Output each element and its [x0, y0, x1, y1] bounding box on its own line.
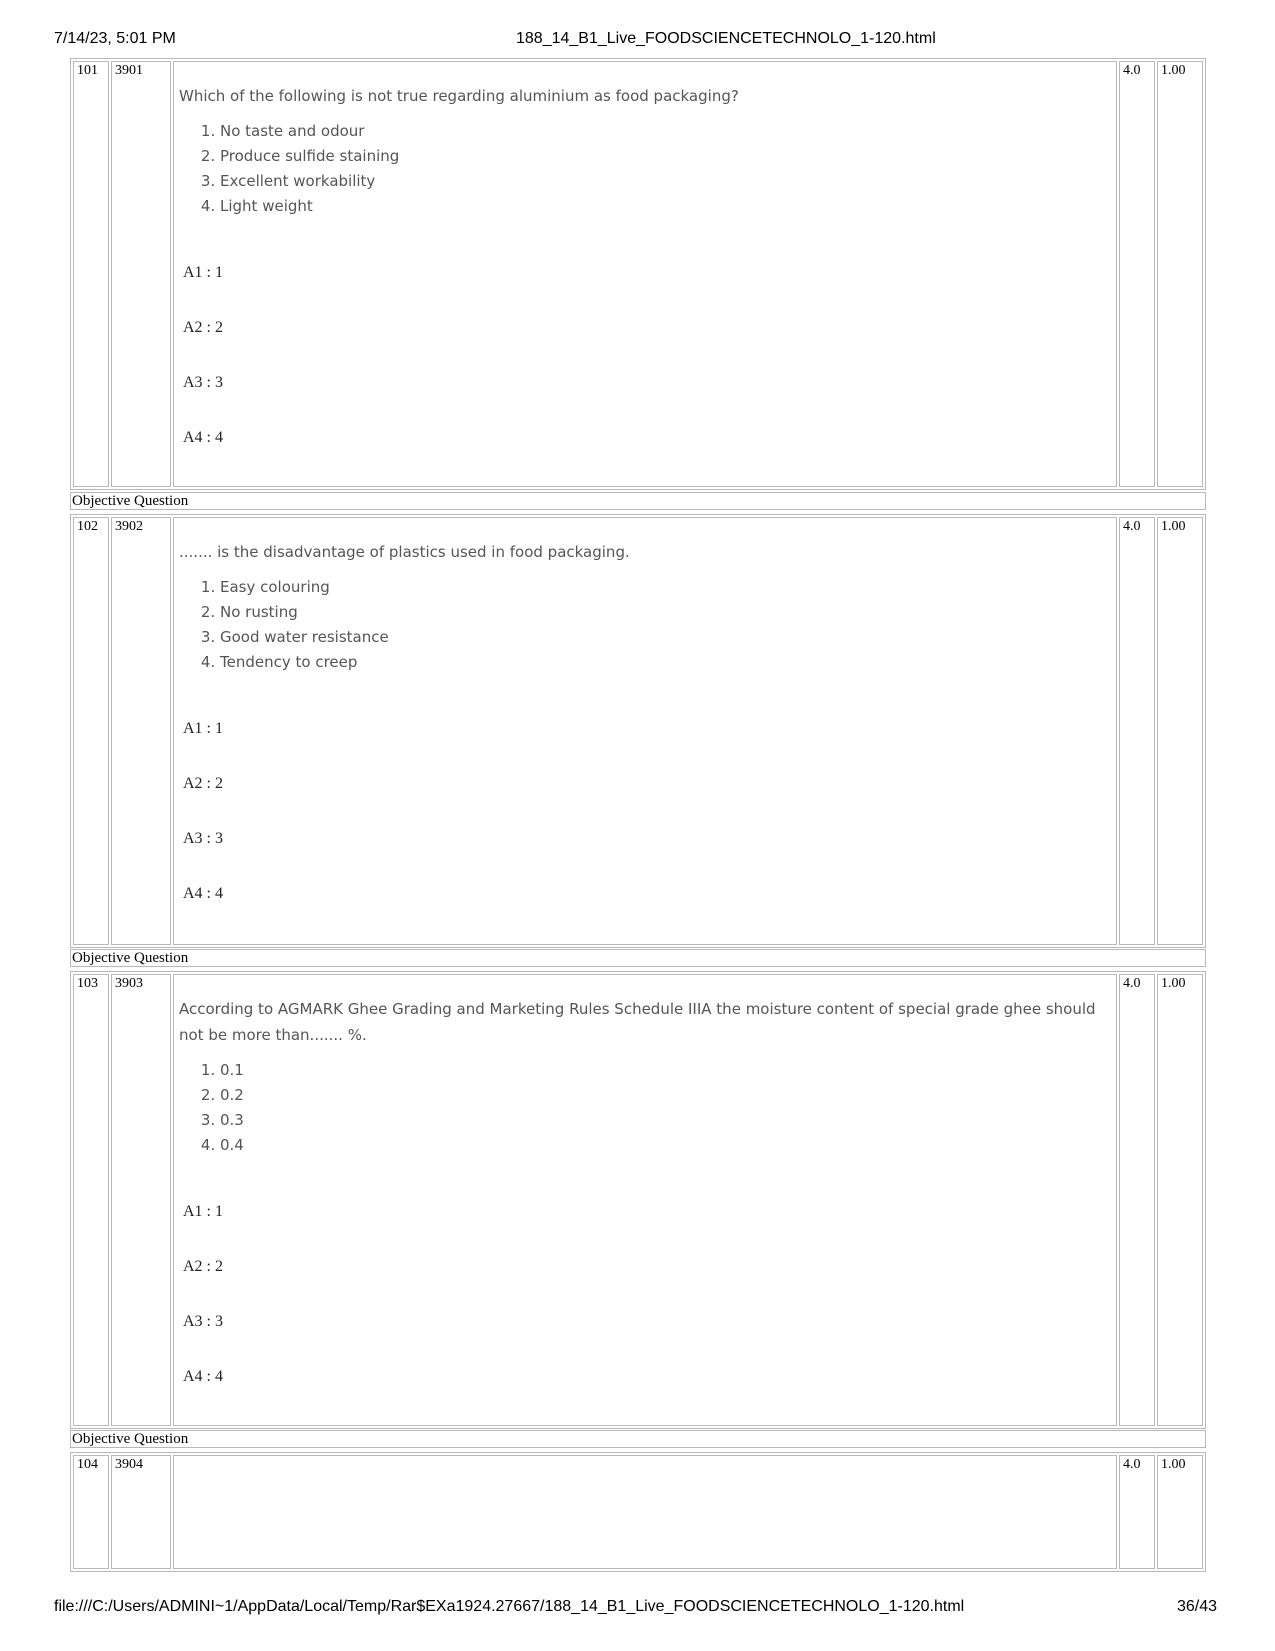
question-body — [173, 61, 1117, 487]
option-item: 2. 0.2 — [220, 1083, 1113, 1108]
question-number: 104 — [73, 1455, 109, 1569]
answer-item: A1 : 1 — [183, 720, 223, 737]
answer-list — [177, 265, 1113, 446]
question-row — [70, 58, 1206, 490]
option-item: 1. Easy colouring — [220, 575, 1113, 600]
answer-item: A2 : 2 — [183, 1258, 223, 1275]
print-document-title: 188_14_B1_Live_FOODSCIENCETECHNOLO_1-120.html — [516, 30, 936, 47]
question-text: Which of the following is not true regarding aluminium as food packaging? — [179, 87, 739, 105]
question-number: 102 — [73, 517, 109, 945]
question-negative-marks: 1.00 — [1157, 61, 1203, 487]
question-text: ....... is the disadvantage of plastics used in food packaging. — [179, 543, 630, 561]
question-type-label: Objective Question — [70, 492, 1206, 510]
question-type-label: Objective Question — [70, 1430, 1206, 1448]
question-type-label: Objective Question — [70, 949, 1206, 967]
question-row — [70, 1452, 1206, 1572]
question-body — [173, 517, 1117, 945]
option-item: 3. 0.3 — [220, 1108, 1113, 1133]
question-marks: 4.0 — [1119, 1455, 1155, 1569]
print-file-path: file:///C:/Users/ADMINI~1/AppData/Local/Temp/Rar$EXa1924.27667/188_14_B1_Live_FOODSCIENCETECHNOLO_1-120.html — [54, 1598, 965, 1615]
option-item: 4. 0.4 — [220, 1133, 1113, 1158]
question-row — [70, 971, 1206, 1429]
option-list — [177, 575, 1113, 675]
question-number: 103 — [73, 974, 109, 1426]
answer-item: A4 : 4 — [183, 885, 223, 902]
option-item: 3. Good water resistance — [220, 625, 1113, 650]
option-item: 4. Tendency to creep — [220, 650, 1113, 675]
answer-item: A3 : 3 — [183, 374, 223, 391]
answer-item: A2 : 2 — [183, 319, 223, 336]
option-item: 1. 0.1 — [220, 1058, 1113, 1083]
question-row — [70, 514, 1206, 948]
question-number: 101 — [73, 61, 109, 487]
answer-item: A1 : 1 — [183, 1203, 223, 1220]
question-marks: 4.0 — [1119, 517, 1155, 945]
question-marks: 4.0 — [1119, 61, 1155, 487]
question-marks: 4.0 — [1119, 974, 1155, 1426]
option-item: 3. Excellent workability — [220, 169, 1113, 194]
question-id: 3901 — [111, 61, 171, 487]
question-id: 3904 — [111, 1455, 171, 1569]
question-id: 3903 — [111, 974, 171, 1426]
answer-item: A3 : 3 — [183, 1313, 223, 1330]
option-item: 2. Produce sulfide staining — [220, 144, 1113, 169]
option-item: 1. No taste and odour — [220, 119, 1113, 144]
answer-item: A2 : 2 — [183, 775, 223, 792]
question-negative-marks: 1.00 — [1157, 517, 1203, 945]
question-negative-marks: 1.00 — [1157, 974, 1203, 1426]
option-item: 4. Light weight — [220, 194, 1113, 219]
answer-item: A3 : 3 — [183, 830, 223, 847]
question-body — [173, 974, 1117, 1426]
question-body — [173, 1455, 1117, 1569]
answer-item: A1 : 1 — [183, 264, 223, 281]
option-list — [177, 1058, 1113, 1158]
answer-list — [177, 721, 1113, 902]
question-id: 3902 — [111, 517, 171, 945]
answer-item: A4 : 4 — [183, 429, 223, 446]
answer-item: A4 : 4 — [183, 1368, 223, 1385]
option-item: 2. No rusting — [220, 600, 1113, 625]
question-text: According to AGMARK Ghee Grading and Marketing Rules Schedule IIIA the moisture content of special grade ghee should not be more than....... %. — [179, 1000, 1096, 1044]
print-page-number: 36/43 — [1177, 1598, 1218, 1615]
print-datetime: 7/14/23, 5:01 PM — [54, 30, 176, 47]
print-footer — [0, 1590, 1275, 1630]
option-list — [177, 119, 1113, 219]
print-header — [0, 0, 1275, 60]
answer-list — [177, 1204, 1113, 1385]
question-negative-marks: 1.00 — [1157, 1455, 1203, 1569]
